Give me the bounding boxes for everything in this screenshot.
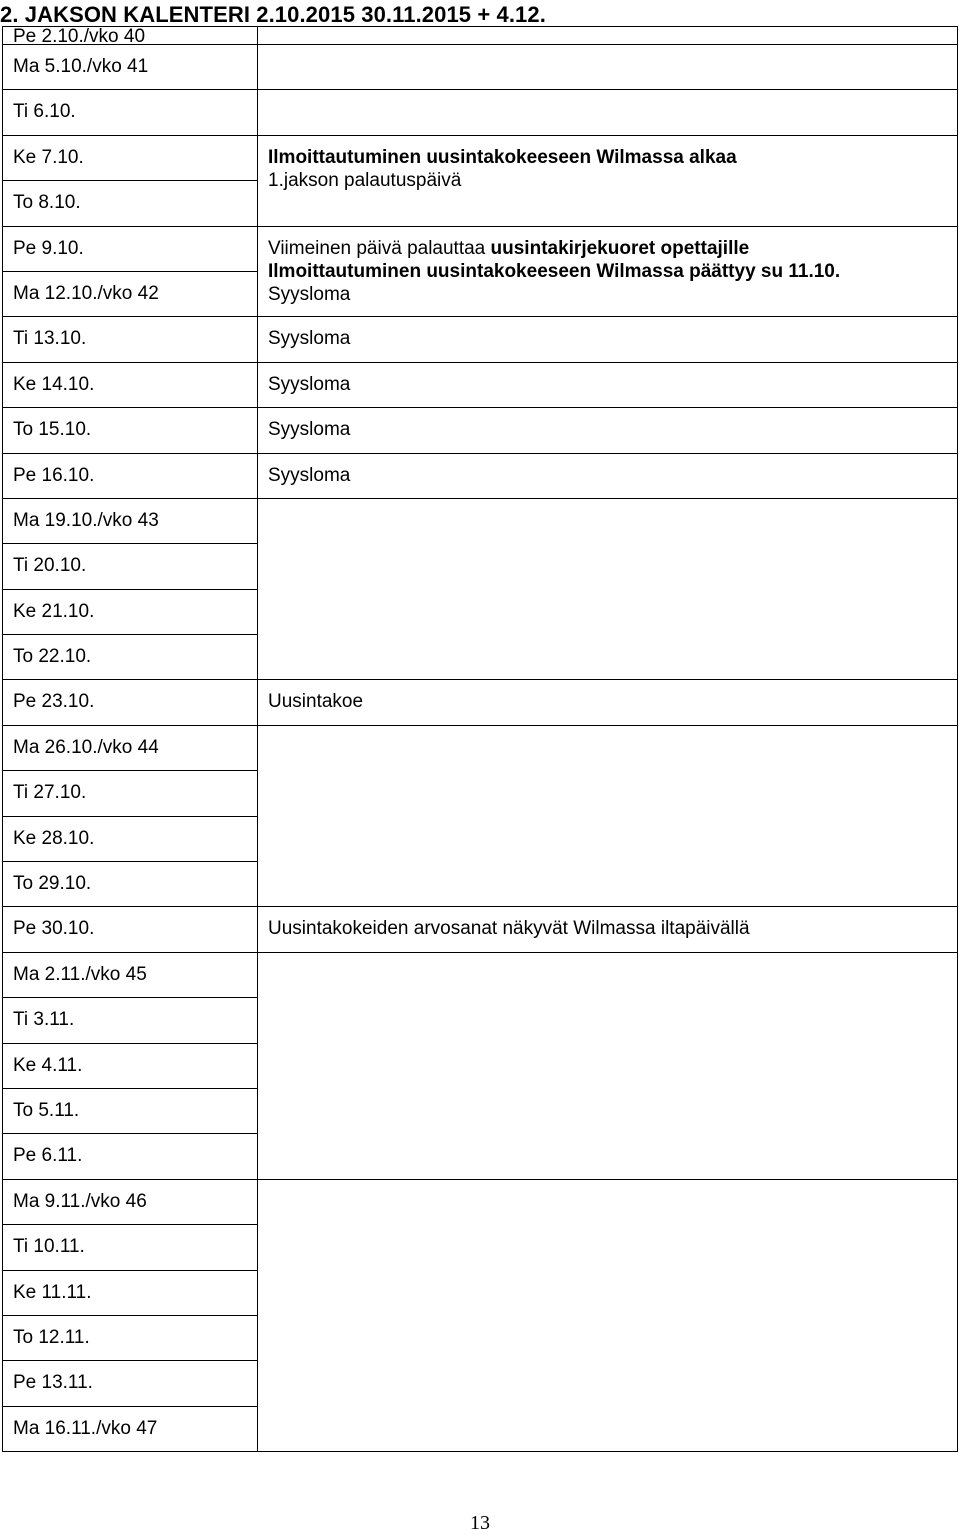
event-autumn-break: Syysloma: [268, 283, 351, 305]
event-cell: [258, 453, 958, 498]
date-cell: [3, 226, 258, 271]
date-label: Pe 16.10.: [13, 464, 95, 486]
table-row: [3, 45, 958, 90]
date-label: Ke 11.11.: [13, 1281, 92, 1303]
table-row: [3, 1179, 958, 1224]
event-autumn-break: Syysloma: [268, 464, 351, 486]
date-cell: [3, 453, 258, 498]
date-label: To 12.11.: [13, 1326, 90, 1348]
event-text: [268, 136, 957, 192]
date-label: To 22.10.: [13, 646, 92, 668]
table-row: [3, 362, 958, 407]
table-row: [3, 680, 958, 725]
date-label: To 8.10.: [13, 192, 81, 214]
date-cell: [3, 1043, 258, 1088]
date-label: Pe 23.10.: [13, 691, 95, 713]
date-label: Ke 28.10.: [13, 827, 95, 849]
date-cell: [3, 135, 258, 180]
date-label: Ti 20.10.: [13, 555, 87, 577]
date-cell: [3, 27, 258, 45]
date-cell: [3, 271, 258, 316]
event-cell: [258, 408, 958, 453]
date-cell: [3, 498, 258, 543]
date-label: To 15.10.: [13, 419, 92, 441]
date-label: To 29.10.: [13, 873, 92, 895]
date-label: To 5.11.: [13, 1099, 80, 1121]
date-cell: [3, 1088, 258, 1133]
table-row: [3, 453, 958, 498]
date-label: Ke 7.10.: [13, 146, 84, 168]
event-cell: [258, 45, 958, 90]
event-cell: [258, 1179, 958, 1451]
date-label: Ma 5.10./vko 41: [13, 56, 149, 77]
date-cell: [3, 1225, 258, 1270]
event-cell: [258, 362, 958, 407]
event-autumn-break: Syysloma: [268, 328, 351, 350]
event-cell: [258, 135, 958, 226]
date-cell: [3, 635, 258, 680]
event-cell: [258, 725, 958, 907]
table-row: [3, 952, 958, 997]
date-label: Pe 6.11.: [13, 1145, 83, 1167]
date-cell: [3, 45, 258, 90]
table-row: [3, 408, 958, 453]
date-cell: [3, 544, 258, 589]
event-cell: [258, 907, 958, 952]
page-title: 2. JAKSON KALENTERI 2.10.2015 30.11.2015 + 4.12.: [0, 2, 546, 27]
table-row: [3, 907, 958, 952]
date-label: Pe 2.10./vko 40: [13, 26, 146, 47]
date-label: Ti 10.11.: [13, 1236, 85, 1258]
date-label: Ma 26.10./vko 44: [13, 736, 159, 758]
date-cell: [3, 1179, 258, 1224]
date-label: Ti 13.10.: [13, 328, 87, 350]
date-cell: [3, 862, 258, 907]
date-cell: [3, 90, 258, 135]
date-cell: [3, 317, 258, 362]
event-autumn-break: Syysloma: [268, 373, 351, 395]
date-label: Ti 6.10.: [13, 101, 76, 123]
table-row: [3, 226, 958, 271]
event-cell: [258, 680, 958, 725]
event-text-bold: uusintakirjekuoret opettajille: [490, 237, 750, 259]
date-cell: [3, 680, 258, 725]
date-cell: [3, 1134, 258, 1179]
table-row: [3, 725, 958, 770]
date-cell: [3, 181, 258, 226]
date-cell: [3, 907, 258, 952]
table-row: [3, 90, 958, 135]
date-label: Pe 30.10.: [13, 918, 95, 940]
date-cell: [3, 362, 258, 407]
page-number: 13: [470, 1512, 490, 1534]
event-envelope-deadline: [268, 237, 957, 260]
table-row: [3, 135, 958, 180]
date-label: Ke 14.10.: [13, 373, 95, 395]
date-label: Pe 13.11.: [13, 1372, 93, 1394]
date-cell: [3, 1315, 258, 1360]
event-cell: [258, 952, 958, 1179]
date-label: Ma 19.10./vko 43: [13, 509, 159, 531]
date-cell: [3, 725, 258, 770]
date-label: Ke 4.11.: [13, 1054, 83, 1076]
table-row: [3, 27, 958, 45]
date-label: Ma 16.11./vko 47: [13, 1417, 158, 1439]
event-registration-end: Ilmoittautuminen uusintakokeeseen Wilmassa päättyy su 11.10.: [268, 260, 841, 282]
event-registration-start: Ilmoittautuminen uusintakokeeseen Wilmassa alkaa: [268, 146, 737, 168]
date-label: Ti 27.10.: [13, 782, 87, 804]
date-cell: [3, 589, 258, 634]
event-grades-visible: Uusintakokeiden arvosanat näkyvät Wilmassa iltapäivällä: [268, 918, 750, 940]
table-row: [3, 498, 958, 543]
date-cell: [3, 1406, 258, 1451]
event-return-day: 1.jakson palautuspäivä: [268, 169, 462, 191]
date-cell: [3, 1361, 258, 1406]
calendar-table: [2, 26, 958, 1452]
event-cell: [258, 90, 958, 135]
date-cell: [3, 408, 258, 453]
date-cell: [3, 1270, 258, 1315]
event-cell: [258, 498, 958, 680]
date-cell: [3, 998, 258, 1043]
event-text: [268, 227, 957, 306]
date-label: Ma 12.10./vko 42: [13, 282, 159, 304]
event-cell: [258, 226, 958, 317]
date-cell: [3, 952, 258, 997]
event-cell: [258, 27, 958, 45]
date-label: Ke 21.10.: [13, 600, 95, 622]
event-retake-exam: Uusintakoe: [268, 691, 364, 713]
date-cell: [3, 816, 258, 861]
date-label: Ma 2.11./vko 45: [13, 963, 147, 985]
table-row: [3, 317, 958, 362]
date-label: Ma 9.11./vko 46: [13, 1190, 147, 1212]
date-label: Pe 9.10.: [13, 237, 84, 259]
date-label: Ti 3.11.: [13, 1009, 75, 1031]
date-cell: [3, 771, 258, 816]
event-text-plain: Viimeinen päivä palauttaa: [268, 237, 491, 259]
event-cell: [258, 317, 958, 362]
event-autumn-break: Syysloma: [268, 419, 351, 441]
